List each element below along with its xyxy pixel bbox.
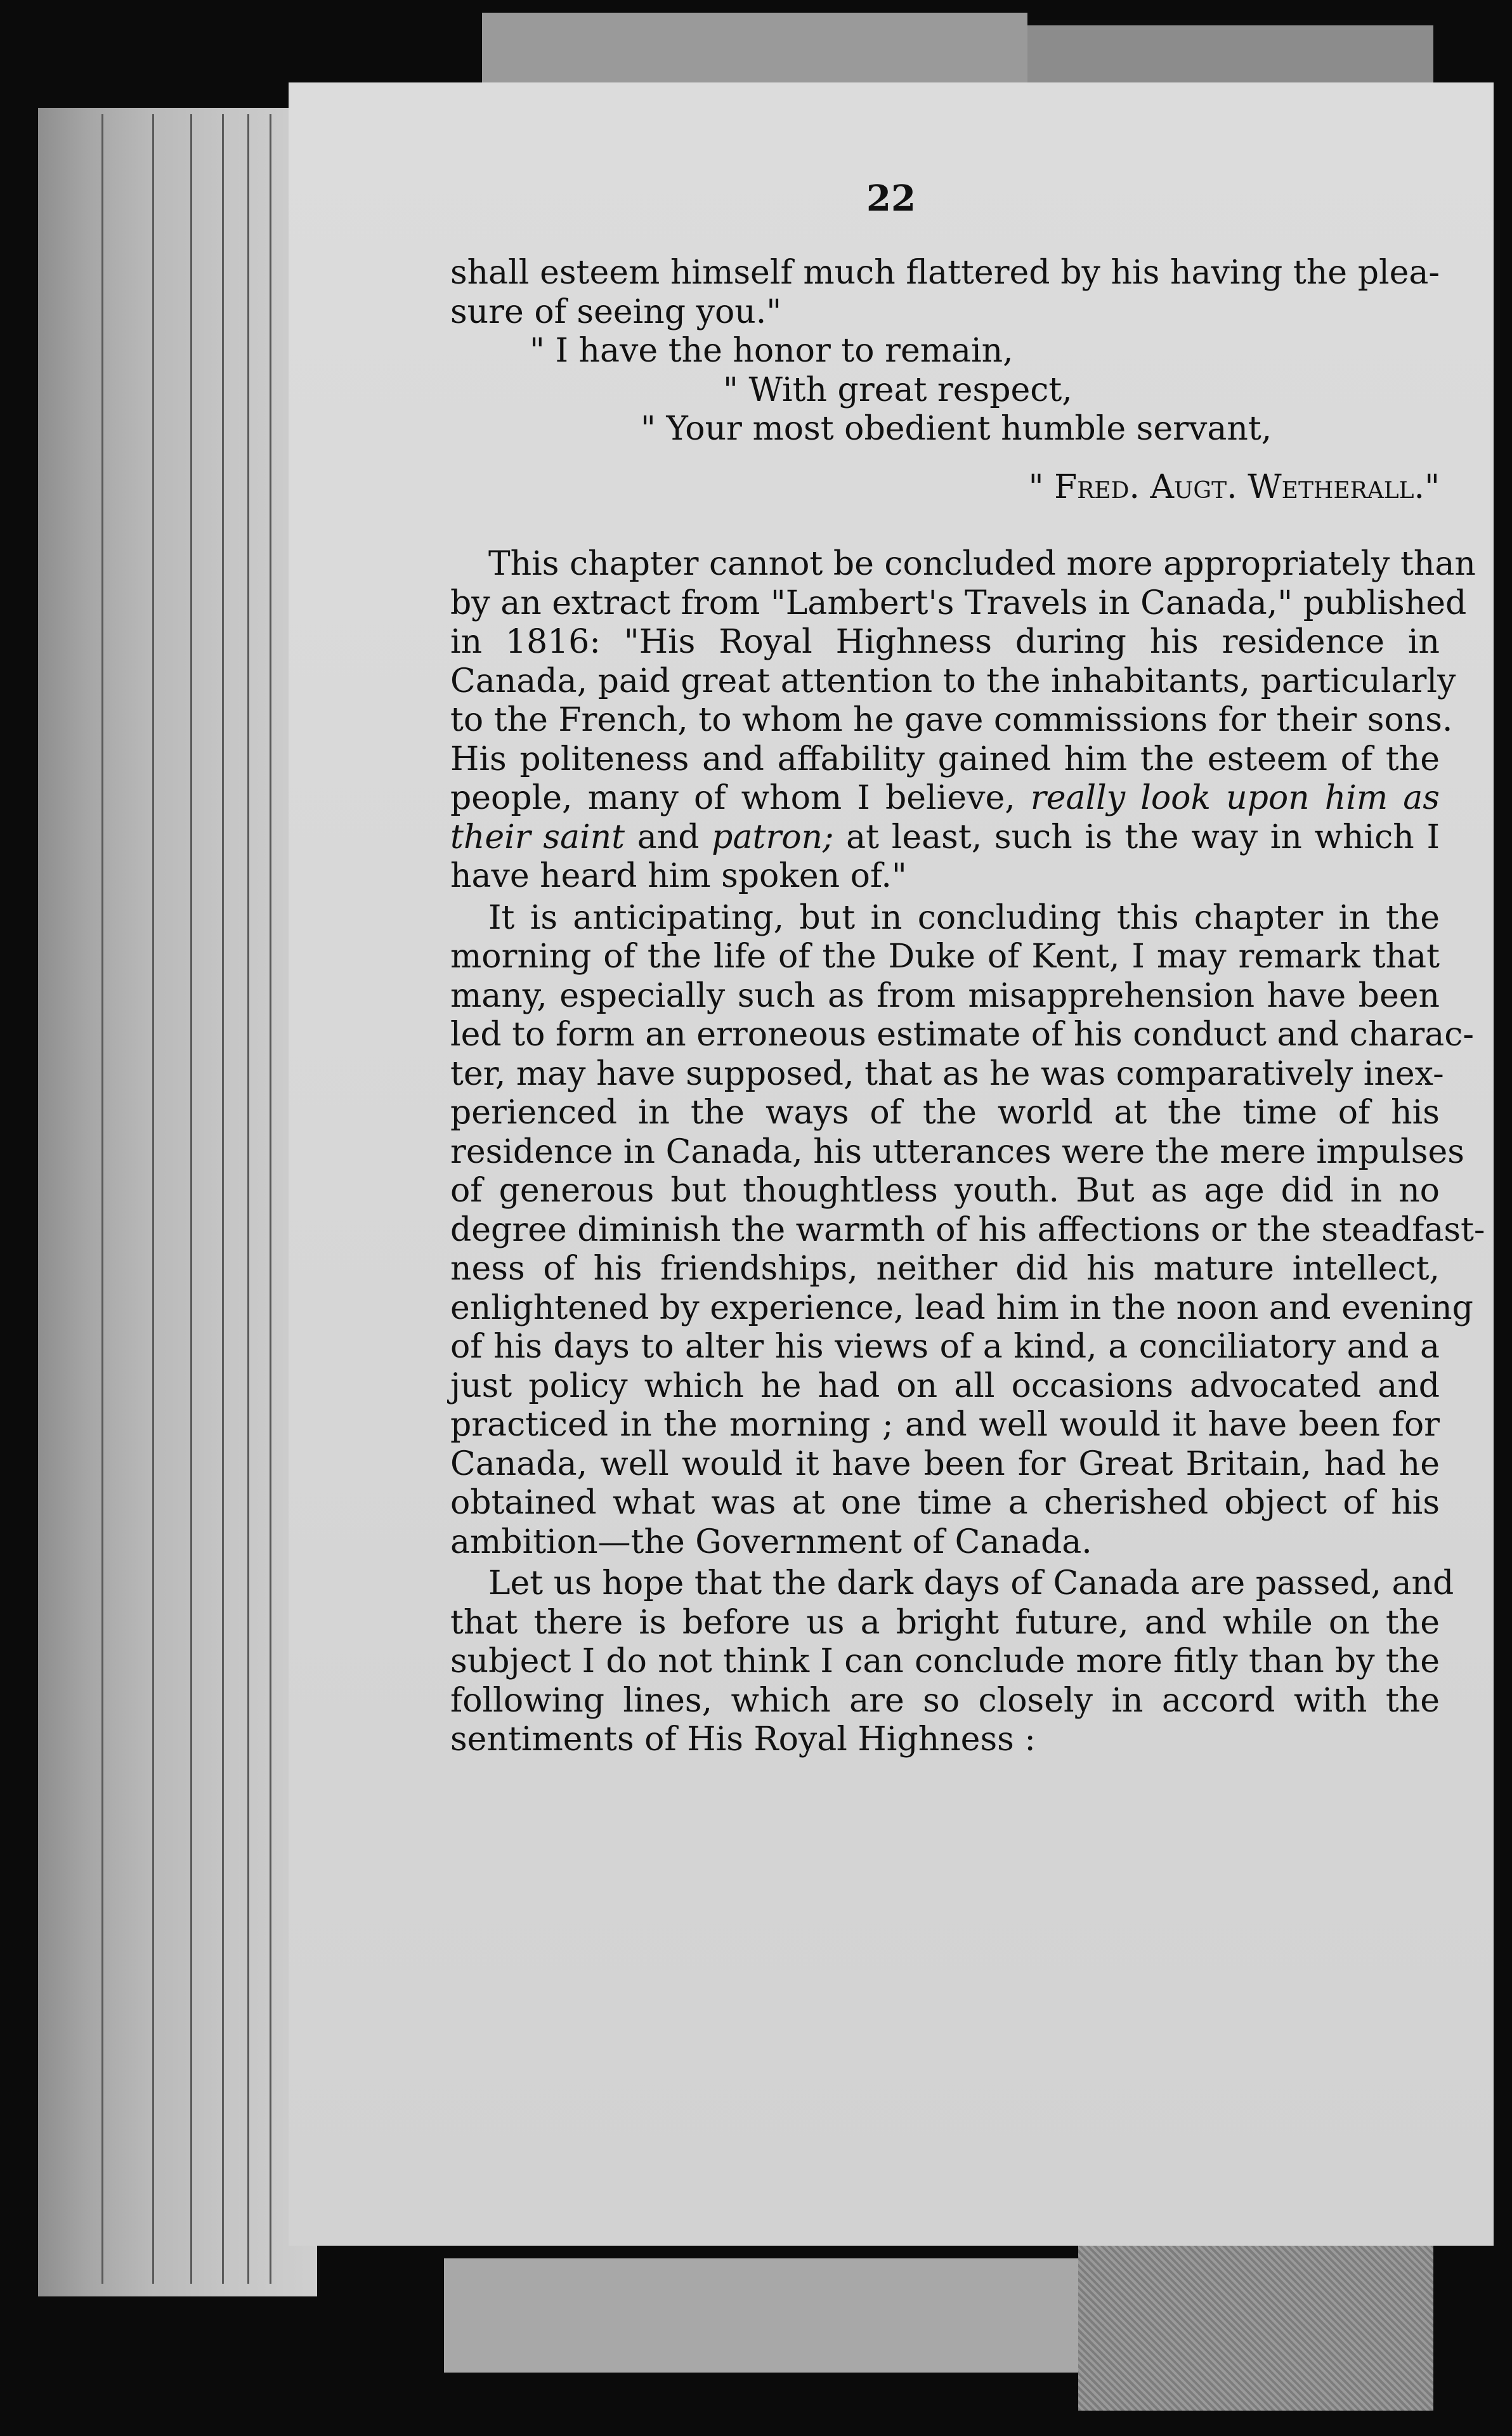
text-line: practiced in the morning ; and well would it have been for [450,1406,1440,1444]
text-line: ambition—the Government of Canada. [450,1522,1092,1561]
text-line: residence in Canada, his utterances were the mere impulses [450,1132,1464,1171]
text-line: Canada, well would it have been for Great Britain, had he [450,1444,1440,1483]
backing-board-bottom [444,2258,1078,2373]
text-line [450,818,1440,858]
page-edge-line [222,114,224,2284]
text-line: Let us hope that the dark days of Canada are passed, and [488,1564,1454,1602]
text-line: in 1816: "His Royal Highness during his residence in [450,623,1440,661]
page-edge-line [101,114,103,2284]
text-line: enlightened by experience, lead him in the noon and evening [450,1288,1473,1327]
text-line: to the French, to whom he gave commissions for their sons. [450,701,1453,739]
text-line: It is anticipating, but in concluding this chapter in the [488,898,1440,937]
paragraph [450,898,1485,1562]
text-line: This chapter cannot be concluded more appropriately than [488,545,1476,583]
text-run: and [625,818,712,856]
text-line: have heard him spoken of." [450,857,907,895]
paragraph [450,1564,1454,1760]
italic-run: patron; [712,818,834,856]
text-line: morning of the life of the Duke of Kent, I may remark that [450,938,1440,976]
text-line: led to form an erroneous estimate of his conduct and charac- [450,1016,1474,1054]
text-line: of generous but thoughtless youth. But as age did in no [450,1172,1440,1210]
section-gap [450,507,1440,545]
text-line: sentiments of His Royal Highness : [450,1720,1036,1758]
text-line: shall esteem himself much flattered by his having the plea- [450,254,1440,292]
text-line [450,779,1440,818]
text-line: ness of his friendships, neither did his mature intellect, [450,1250,1440,1288]
paragraph [450,545,1476,896]
text-line: of his days to alter his views of a kind, a conciliatory and a [450,1328,1440,1366]
letter-closing-line: " With great respect, [723,370,1072,409]
page-number: 22 [866,178,916,219]
page-edge-line [190,114,192,2284]
page-edge-line [247,114,249,2284]
letter-closing-line: " Your most obedient humble servant, [641,410,1272,448]
text-line: just policy which he had on all occasions advocated and [450,1366,1440,1405]
text-line: His politeness and affability gained him the esteem of the [450,740,1440,778]
page-text [450,254,1485,1760]
text-run: at least, such is the way in which I [833,818,1440,856]
letter-signature: " Fred. Augt. Wetherall." [1028,468,1440,506]
page-edge-line [270,114,271,2284]
text-line: obtained what was at one time a cherished object of his [450,1484,1440,1522]
text-line: perienced in the ways of the world at the time of his [450,1094,1440,1132]
text-line: many, especially such as from misapprehension have been [450,976,1440,1015]
text-line: Canada, paid great attention to the inhabitants, particularly [450,662,1456,700]
text-line: ter, may have supposed, that as he was comparatively inex- [450,1054,1444,1093]
text-line: by an extract from "Lambert's Travels in Canada," published [450,584,1467,622]
italic-run: their saint [450,818,625,856]
text-run: people, many of whom I believe, [450,779,1031,817]
italic-run: really look upon him as [1030,779,1440,817]
letter-closing-line: " I have the honor to remain, [530,332,1013,370]
text-line: sure of seeing you." [450,292,782,331]
text-line: degree diminish the warmth of his affections or the steadfast- [450,1210,1485,1249]
page-stack-edges [38,108,317,2296]
text-line: following lines, which are so closely in accord with the [450,1681,1440,1720]
page-edge-line [152,114,154,2284]
text-line: subject I do not think I can conclude more fitly than by the [450,1642,1440,1680]
text-line: that there is before us a bright future, and while on the [450,1603,1440,1642]
book-page [289,82,1494,2246]
